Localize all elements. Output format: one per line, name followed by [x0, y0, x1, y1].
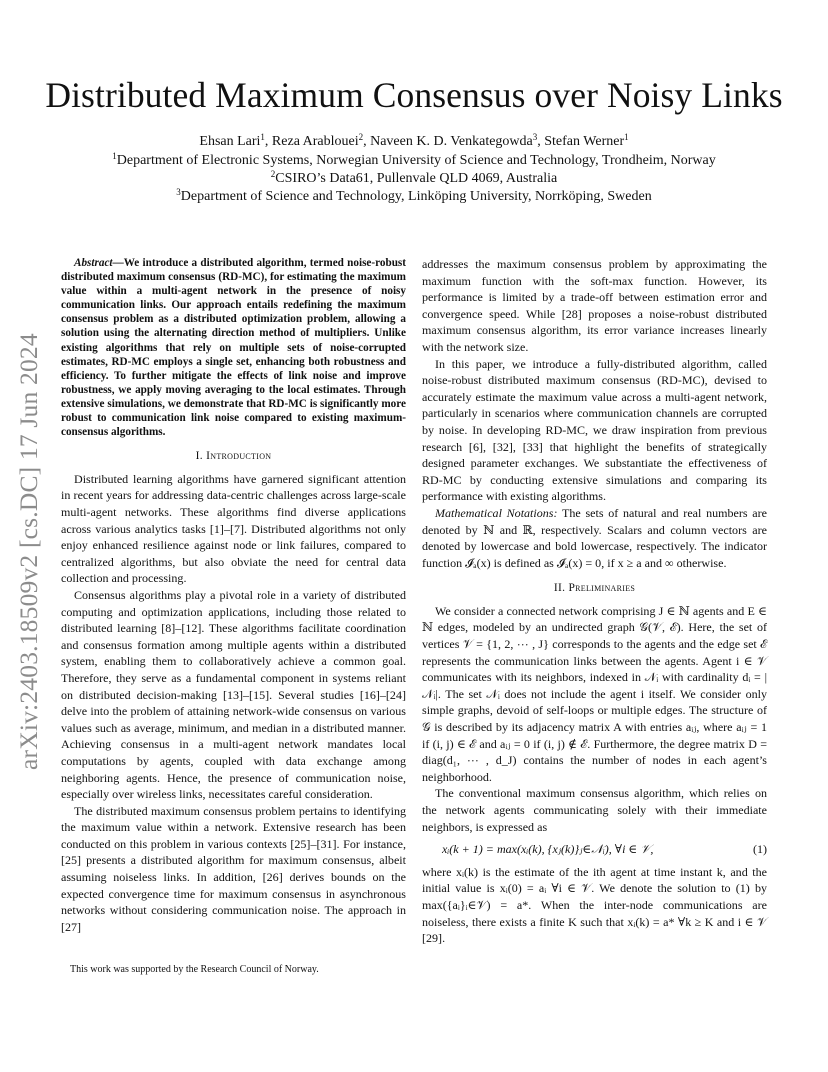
- prelim-paragraph-2: The conventional maximum consensus algorithm, which relies on the network agents communicating solely with their immediate neighbors, is expressed as: [422, 786, 767, 834]
- affiliation-3: $^3$Department of Science and Technology, Linköping University, Norrköping, Sweden: [176, 187, 652, 204]
- prelim-paragraph-3: where xᵢ(k) is the estimate of the ith agent at time instant k, and the initial value is xᵢ(0) = aᵢ ∀i ∈ 𝒱. We denote the solution to (1) by max({aᵢ}ᵢ∈𝒱) = a*. When the inter-node communications are noiseless, there exists a finite K such that xᵢ(k) = a* ∀k ≥ K and i ∈ 𝒱 [29].: [422, 864, 767, 946]
- abstract: Abstract—We introduce a distributed algorithm, termed noise-robust distributed maximum consensus (RD-MC), for estimating the maximum value within a multi-agent network in the presence of noisy communication links. Our approach entails redefining the maximum consensus problem as a distributed optimization problem, allowing a solution using the alternating direction method of multipliers. Unlike existing algorithms that rely on multiple sets of noise-corrupted estimates, RD-MC employs a single set, enhancing both robustness and efficiency. To further mitigate the effects of link noise and improve robustness, we apply moving averaging to the local estimates. Through extensive simulations, we demonstrate that RD-MC is significantly more robust to communication link noise compared to existing maximum-consensus algorithms.: [61, 257, 406, 439]
- author: Stefan Werner$^1$: [544, 132, 629, 149]
- affiliation-1: $^1$Department of Electronic Systems, Norwegian University of Science and Technology, Trondheim, Norway: [112, 151, 716, 168]
- funding-footnote: This work was supported by the Research Council of Norway.: [70, 964, 319, 975]
- intro-paragraph-2: Consensus algorithms play a pivotal role in a variety of distributed computing and optimization applications, including those related to distributed learning [8]–[12]. These algorithms facilitate coordination and consensus formation among multiple agents within a distributed system, enabling them to collaboratively achieve a common goal. Therefore, they serve as a fundamental component in systems reliant on distributed decision-making [13]–[15]. Several studies [16]–[24] delve into the problem of attaining network-wide consensus on various values such as average, minimum, and median in a distributed manner. Achieving consensus in a multi-agent network mandates local computations by agents, coupled with data exchange among neighboring agents. Hence, the presence of communication noise, especially over wireless links, necessitates careful consideration.: [61, 587, 406, 802]
- intro-paragraph-5: In this paper, we introduce a fully-distributed algorithm, called noise-robust distributed maximum consensus (RD-MC), devised to accurately estimate the maximum value across a multi-agent network, particularly in scenarios where communication channels are corrupted by noise. In developing RD-MC, we draw inspiration from previous research [6], [32], [33] that highlight the benefits of strategically designed parameter exchanges. We substantiate the effectiveness of RD-MC by conducting extensive simulations and comparing its performance with existing algorithms.: [422, 356, 767, 504]
- affiliation-2: $^2$CSIRO’s Data61, Pullenvale QLD 4069, Australia: [270, 169, 558, 186]
- arxiv-identifier[interactable]: arXiv:2403.18509v2 [cs.DC] 17 Jun 2024: [14, 333, 43, 770]
- author: Ehsan Lari$^1$,: [199, 132, 272, 149]
- section-heading-preliminaries: II. Preliminaries: [553, 582, 636, 595]
- intro-paragraph-3: The distributed maximum consensus problem pertains to identifying the maximum value within a network. Extensive research has been conducted on this problem in various contexts [25]–[31]. For instance, [25] presents a distributed algorithm for maximum consensus, albeit assuming noiseless links. In addition, [26] derives bounds on the expected convergence time for maximum consensus in asynchronous networks without considering communication noise. The approach in [27]: [61, 803, 406, 934]
- author: Naveen K. D. Venkategowda$^3$,: [370, 132, 545, 149]
- paper-title: Distributed Maximum Consensus over Noisy Links: [45, 75, 783, 115]
- author-list: [0, 133, 828, 151]
- prelim-paragraph-1: We consider a connected network comprising J ∈ ℕ agents and E ∈ ℕ edges, modeled by an undirected graph 𝒢(𝒱, ℰ). Here, the set of vertices 𝒱 = {1, 2, ⋯ , J} corresponds to the agents and the edge set ℰ represents the communication links between the agents. Agent i ∈ 𝒱 communicates with its neighbors, indexed in 𝒩ᵢ with cardinality dᵢ = |𝒩ᵢ|. The set 𝒩ᵢ does not include the agent i itself. We consider only simple graphs, devoid of self-loops or multiple edges. The structure of 𝒢 is described by its adjacency matrix A with entries aᵢⱼ, where aᵢⱼ = 1 if (i, j) ∈ ℰ and aᵢⱼ = 0 if (i, j) ∉ ℰ. Furthermore, the degree matrix D = diag(d₁, ⋯ , d_J) contains the number of nodes in each agent’s neighborhood.: [422, 603, 767, 784]
- section-heading-introduction: I. Introduction: [195, 450, 272, 463]
- equation-1: xᵢ(k + 1) = max(xᵢ(k), {xⱼ(k)}ⱼ∈𝒩ᵢ), ∀i ∈ 𝒱, (1): [442, 842, 767, 857]
- notation-paragraph: Mathematical Notations: The sets of natural and real numbers are denoted by ℕ and ℝ, respectively. Scalars and column vectors are denoted by lowercase and bold lowercase, respectively. The indicator function 𝓘ₐ(x) is defined as 𝓘ₐ(x) = 0, if x ≥ a and ∞ otherwise.: [422, 505, 767, 570]
- author: Reza Arablouei$^2$,: [271, 132, 371, 149]
- intro-paragraph-4: addresses the maximum consensus problem by approximating the maximum function with the soft-max function. However, its performance is limited by a trade-off between estimation error and convergence speed. While [28] proposes a noise-robust distributed maximum consensus algorithm, its error variance increases linearly with the network size.: [422, 257, 767, 354]
- equation-number: (1): [752, 842, 767, 857]
- intro-paragraph-1: Distributed learning algorithms have garnered significant attention in recent years for addressing data-centric challenges across large-scale multi-agent networks. These algorithms find diverse applications across various analytics tasks [1]–[7]. Distributed algorithms not only enjoy enhanced resilience against node or link failures, compared to centralized algorithms, but also obviate the need for central data collection and processing.: [61, 471, 406, 586]
- left-column: [61, 256, 406, 935]
- right-column: [422, 256, 767, 947]
